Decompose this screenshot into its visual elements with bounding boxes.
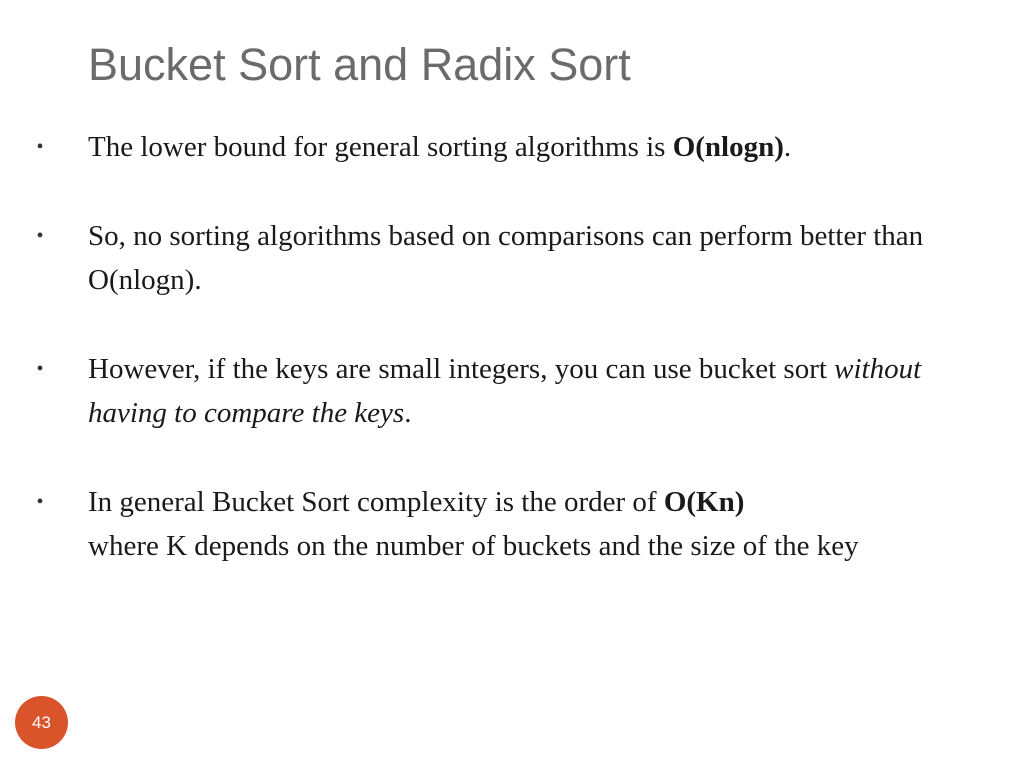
bullet-text-bold: O(Kn) (663, 486, 745, 518)
bullet-item (30, 347, 970, 435)
bullet-text-plain: . (404, 397, 412, 429)
bullet-text (88, 125, 970, 169)
bullet-marker: • (36, 358, 44, 380)
bullet-item (30, 480, 970, 568)
bullet-item (30, 214, 970, 302)
bullet-item (30, 125, 970, 169)
bullet-marker: • (36, 491, 44, 513)
bullet-text-plain: . (783, 131, 792, 163)
bullet-text-plain: where K depends on the number of buckets and the size of the key (88, 530, 859, 562)
bullet-marker: • (36, 136, 44, 158)
bullet-text (88, 480, 970, 568)
bullet-text-bold: O(nlogn) (672, 131, 784, 163)
bullet-text-plain: The lower bound for general sorting algorithms is (88, 131, 673, 163)
bullet-text-plain: However, if the keys are small integers, you can use bucket sort (88, 353, 835, 385)
page-number-badge: 43 (15, 696, 68, 749)
bullet-text (88, 347, 970, 435)
bullet-text-italic: without having to compare the keys (88, 353, 922, 429)
bullet-text-plain: In general Bucket Sort complexity is the order of (88, 486, 664, 518)
bullet-marker: • (36, 225, 44, 247)
slide-title: Bucket Sort and Radix Sort (88, 39, 631, 90)
bullet-text: So, no sorting algorithms based on comparisons can perform better than O(nlogn). (88, 220, 924, 296)
